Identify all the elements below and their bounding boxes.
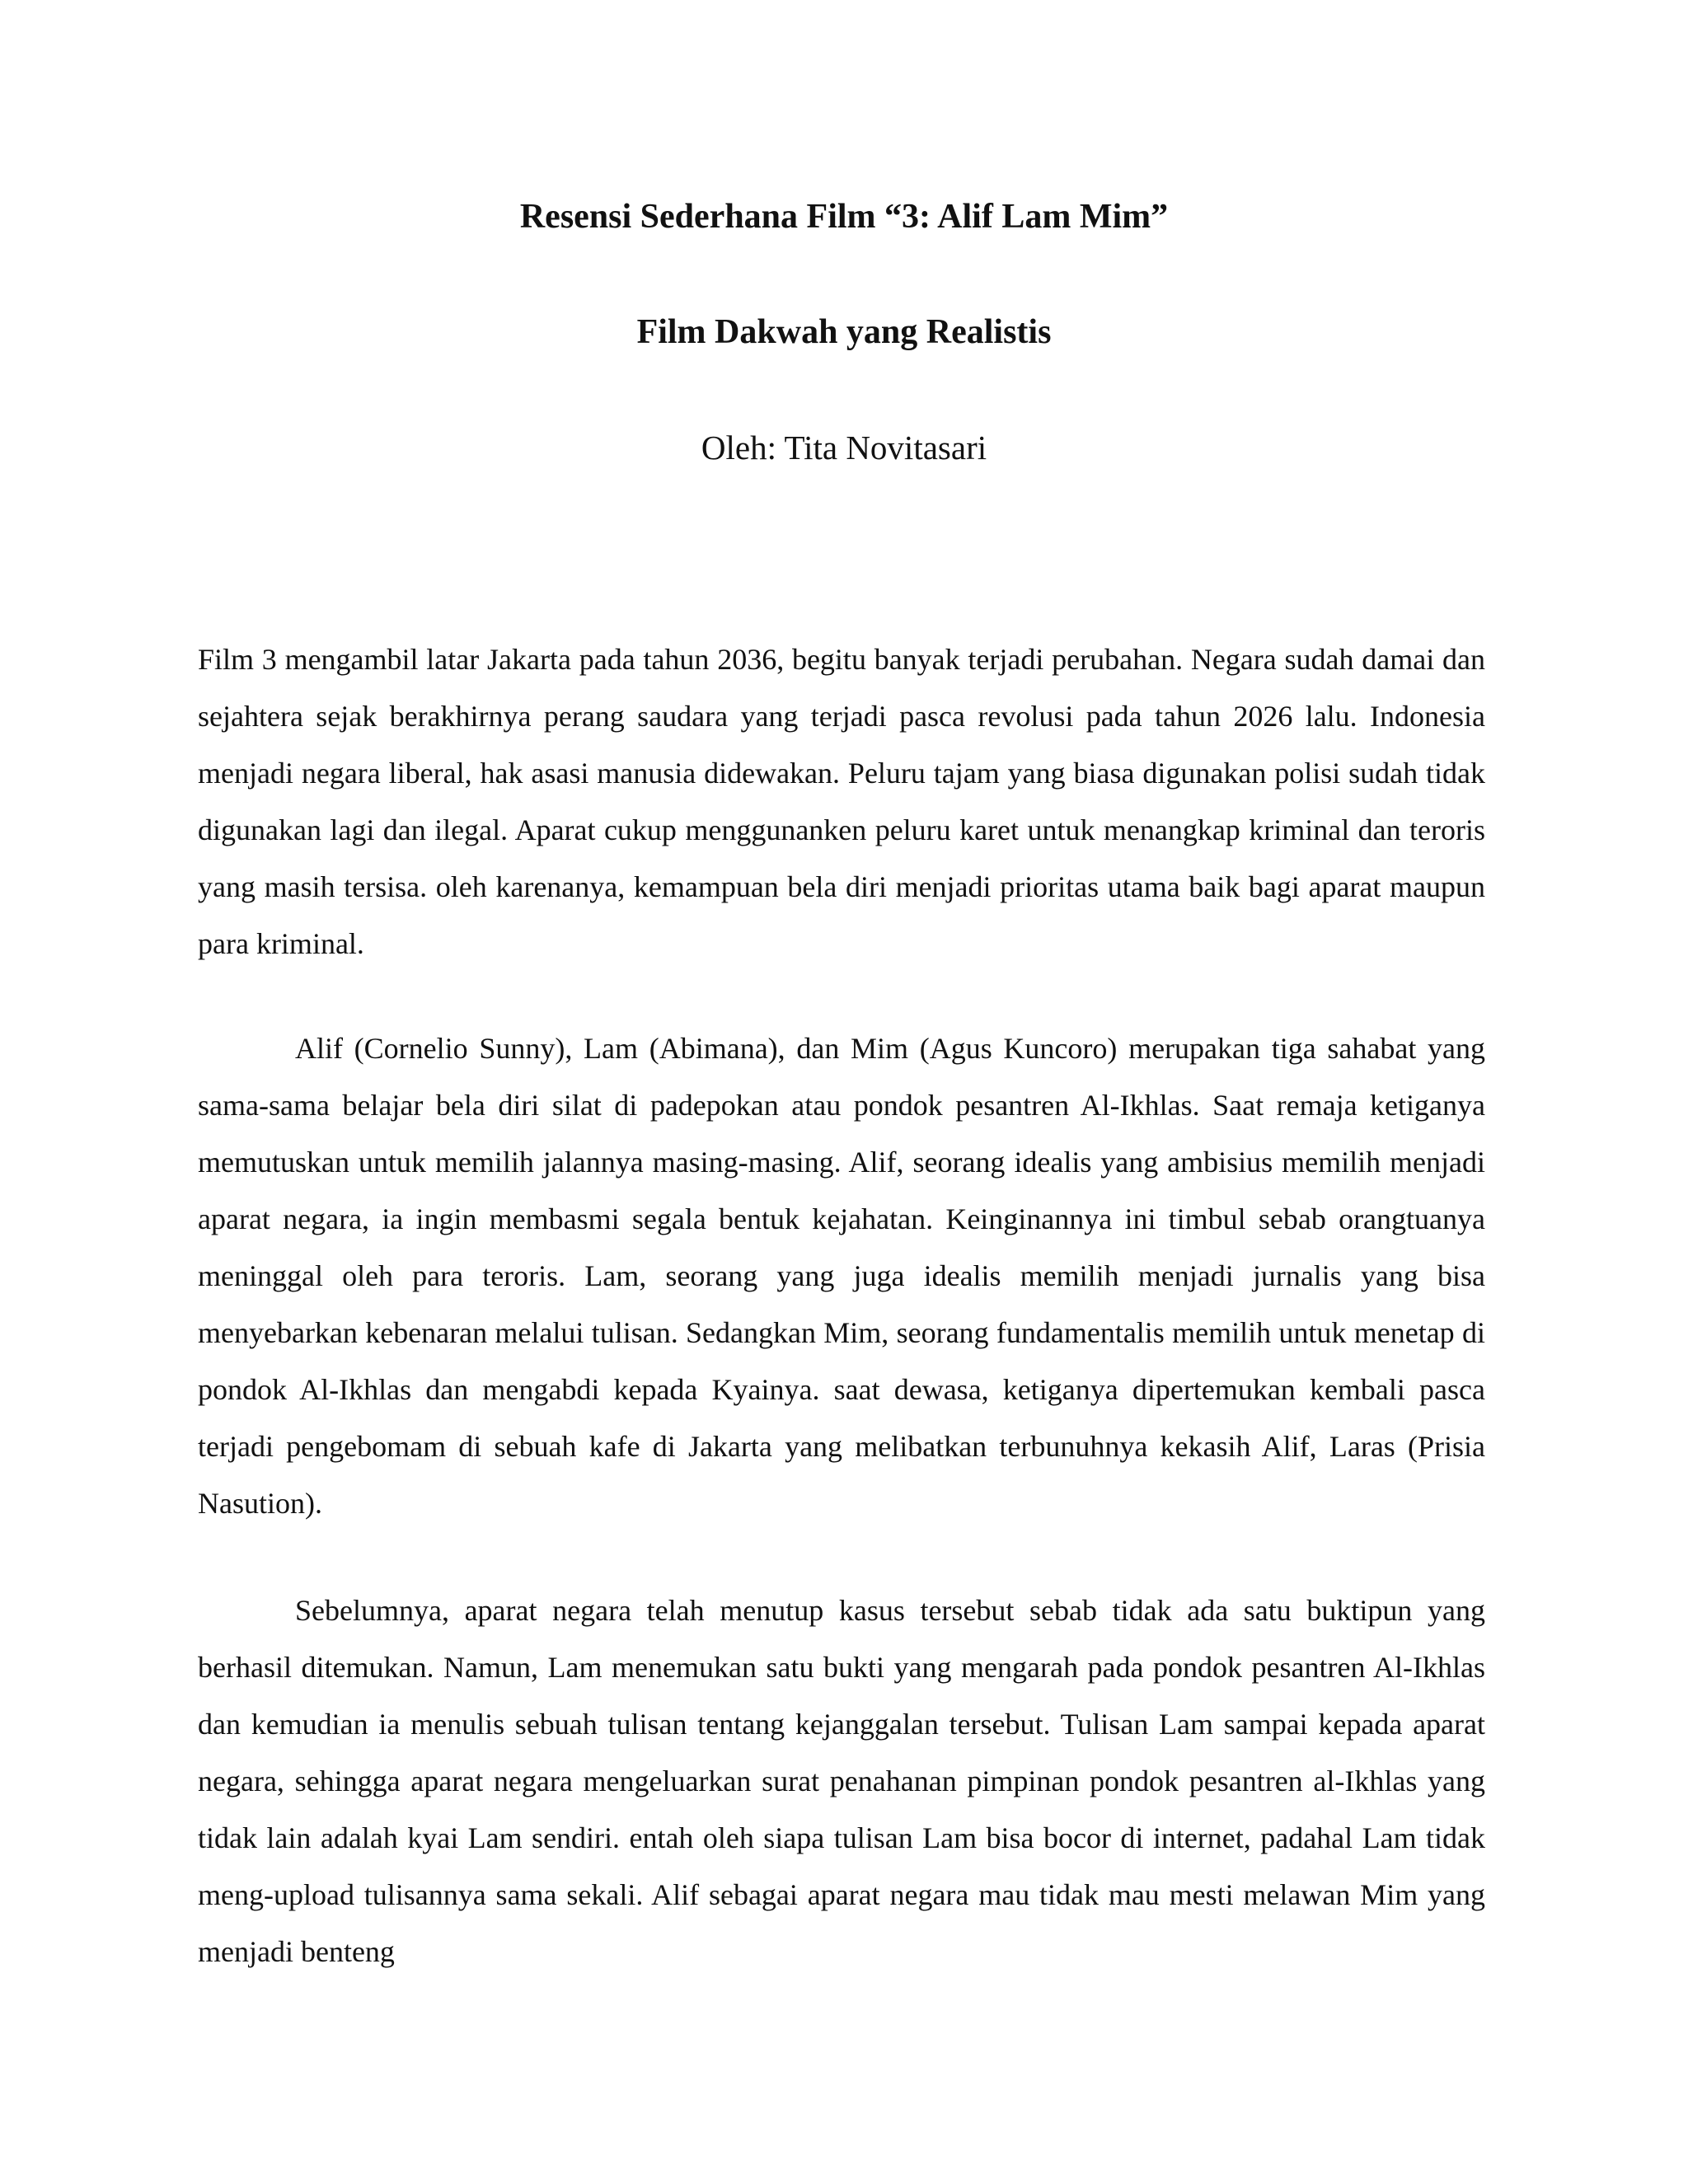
document-title: Resensi Sederhana Film “3: Alif Lam Mim” — [519, 198, 1169, 236]
paragraph-3: Sebelumnya, aparat negara telah menutup kasus tersebut sebab tidak ada satu buktipun yang berhasil ditemukan. Namun, Lam menemukan satu bukti yang mengarah pada pondok pesantren Al-Ikhlas dan kemudian ia menulis sebuah tulisan tentang kejanggalan tersebut. Tulisan Lam sampai kepada aparat negara, sehingga aparat negara mengeluarkan surat penahanan pimpinan pondok pesantren al-Ikhlas yang tidak lain adalah kyai Lam sendiri. entah oleh siapa tulisan Lam bisa bocor di internet, padahal Lam tidak meng-upload tulisannya sama sekali. Alif sebagai aparat negara mau tidak mau mesti melawan Mim yang menjadi benteng — [198, 1594, 1485, 1968]
paragraph-1: Film 3 mengambil latar Jakarta pada tahun 2036, begitu banyak terjadi perubahan. Negara sudah damai dan sejahtera sejak berakhirnya perang saudara yang terjadi pasca revolusi pada tahun 2026 lalu. Indonesia menjadi negara liberal, hak asasi manusia didewakan. Peluru tajam yang biasa digunakan polisi sudah tidak digunakan lagi dan ilegal. Aparat cukup menggunanken peluru karet untuk menangkap kriminal dan teroris yang masih tersisa. oleh karenanya, kemampuan bela diri menjadi prioritas utama baik bagi aparat maupun para kriminal. — [198, 643, 1485, 960]
document-subtitle: Film Dakwah yang Realistis — [636, 313, 1052, 351]
paragraph-2: Alif (Cornelio Sunny), Lam (Abimana), dan Mim (Agus Kuncoro) merupakan tiga sahabat yang sama-sama belajar bela diri silat di padepokan atau pondok pesantren Al-Ikhlas. Saat remaja ketiganya memutuskan untuk memilih jalannya masing-masing. Alif, seorang idealis yang ambisius memilih menjadi aparat negara, ia ingin membasmi segala bentuk kejahatan. Keinginannya ini timbul sebab orangtuanya meninggal oleh para teroris. Lam, seorang yang juga idealis memilih menjadi jurnalis yang bisa menyebarkan kebenaran melalui tulisan. Sedangkan Mim, seorang fundamentalis memilih untuk menetap di pondok Al-Ikhlas dan mengabdi kepada Kyainya. saat dewasa, ketiganya dipertemukan kembali pasca terjadi pengebomam di sebuah kafe di Jakarta yang melibatkan terbunuhnya kekasih Alif, Laras (Prisia Nasution). — [198, 1032, 1485, 1520]
document-author: Oleh: Tita Novitasari — [701, 429, 987, 466]
